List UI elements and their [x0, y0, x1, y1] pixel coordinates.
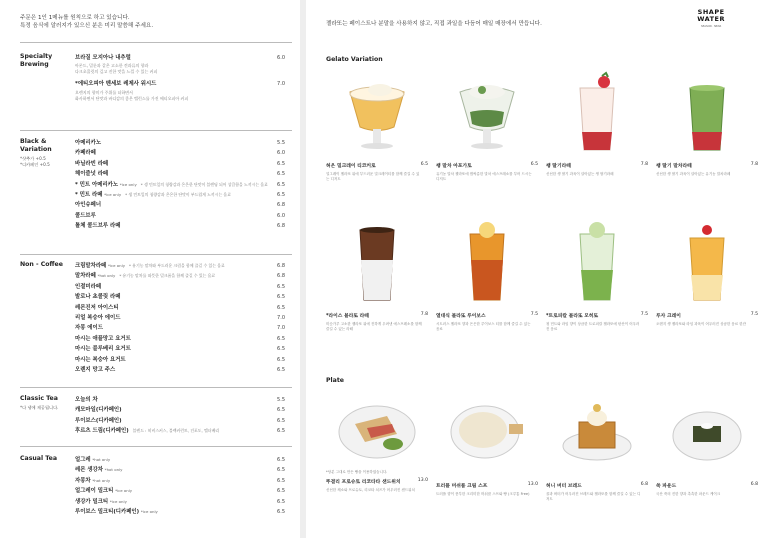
- item-name: 쌩 말차 아포가토: [436, 164, 472, 169]
- item-description: * 생 민트잎의 청량감과 은은한 단맛이 블렌딩 되어 상큼함을 느끼시는 음료: [140, 181, 268, 187]
- drink-glass-illustration: [572, 220, 622, 302]
- menu-item: [75, 53, 285, 63]
- item-description: 오렌지의 향미가 주위를 더하면서 화사하면서 단맛과 바디감의 좋은 밸런스를 가진 에티오피아 커피: [75, 89, 189, 101]
- item-description: 블렌드 : 히비스커스, 블랙커런트, 건포도, 엘더베리: [132, 428, 220, 434]
- item-description: 청 민트와 라임 향이 상큼한 트로피칼 젤라또에 탄산이 어우러진 음료: [546, 322, 640, 331]
- menu-items: [75, 261, 285, 375]
- item-name: 루자 크레이: [656, 314, 681, 319]
- item-name: 발로나 초콜릿 라떼: [75, 294, 121, 301]
- item-caption: [546, 482, 648, 502]
- item-name: 허은 밀크레이 티코커로: [326, 164, 376, 169]
- item-description: * 유기농 말차를 따뜻한 밀크폼을 함께 즐길 수 있는 음료: [119, 273, 216, 279]
- item-name: 자몽 에이드: [75, 325, 103, 332]
- item-name: 헤이즐넛 라떼: [75, 171, 109, 178]
- section-title-line: Brewing: [20, 61, 49, 68]
- item-name: 아인슈페너: [75, 202, 102, 209]
- mugwort-pound-cake-illustration: [667, 394, 747, 464]
- item-price: 6.5: [277, 488, 285, 495]
- item-price: 7.0: [277, 314, 285, 321]
- item-note: *ice only: [107, 263, 125, 268]
- item-price: 13.0: [417, 478, 428, 483]
- item-description: 아몬드, 밀룬과 같은 고소한 견과류의 향과 다크초콜릿의 깊고 진한 맛을 느낄 수 있는 커피: [75, 63, 158, 75]
- item-note: *hot only: [92, 477, 111, 483]
- item-price: 6.5: [277, 417, 285, 424]
- item-note: *ice only: [109, 498, 127, 504]
- item-name: 리얼 복숭아 에이드: [75, 314, 121, 321]
- item-name: 말차라떼: [75, 273, 96, 280]
- menu-item: [75, 292, 285, 302]
- item-caption: [656, 482, 758, 497]
- menu-item: [75, 486, 285, 496]
- section-title: Casual Tea: [20, 455, 58, 462]
- menu-item: [75, 261, 285, 271]
- item-price: 6.5: [277, 457, 285, 463]
- item-name: 자몽차: [75, 477, 91, 484]
- menu-item: [75, 148, 285, 158]
- item-name: *라이스 블라또 라떼: [326, 314, 369, 319]
- item-name: 브라질 모지아나 내추럴: [75, 55, 131, 61]
- menu-item: [75, 303, 285, 313]
- item-name: 바닐라빈 라떼: [75, 160, 109, 167]
- item-price: 6.5: [277, 294, 285, 301]
- soup-bowl-illustration: [447, 394, 527, 464]
- item-description: 시트러스 젤라또 향과 은은한 루이보스 티를 함께 즐길 수 있는 음료: [436, 322, 531, 331]
- note-line: *샷추가 +0.5: [20, 156, 46, 161]
- item-note: *ice only: [104, 191, 122, 197]
- item-name: 마시는 블루베리 요거트: [75, 346, 131, 353]
- section-title-plate: Plate: [326, 377, 344, 384]
- logo-line: SHAPE: [697, 8, 725, 16]
- menu-item: [75, 221, 285, 231]
- item-price: 6.5: [277, 508, 285, 515]
- item-price: 6.5: [277, 477, 285, 484]
- item-price: 6.5: [277, 304, 285, 311]
- item-name: 캐모마일(디카페인): [75, 407, 122, 414]
- item-price: 6.5: [420, 162, 428, 167]
- drink-glass-illustration: [682, 70, 732, 152]
- item-caption: [546, 312, 648, 332]
- item-price: 6.5: [277, 498, 285, 505]
- item-note: *hot only: [104, 467, 123, 473]
- item-price: 5.5: [277, 397, 285, 403]
- divider: [20, 42, 292, 43]
- menu-item: [75, 323, 285, 333]
- item-price: 6.5: [277, 335, 285, 342]
- item-name: 생강가 밀크티: [75, 498, 109, 505]
- item-name: 얼그레: [75, 457, 91, 463]
- item-price: 7.8: [420, 312, 428, 317]
- section-title: [20, 53, 72, 69]
- item-name: 레몬 생강차: [75, 467, 103, 474]
- gelato-image: [326, 70, 428, 152]
- drink-glass-illustration: [572, 70, 622, 152]
- item-caption: [326, 312, 428, 332]
- item-price: 6.5: [277, 407, 285, 414]
- item-name: 쌩 딸기라떼: [546, 164, 571, 169]
- item-caption: [326, 162, 428, 182]
- item-description: 트러플 향이 풍부한 크리미한 머쉬룸 스프와 빵 (크루통 Free): [436, 492, 530, 496]
- item-caption: [656, 162, 758, 177]
- menu-item: [75, 465, 285, 475]
- menu-item: [75, 79, 285, 89]
- item-price: 7.8: [640, 162, 648, 167]
- item-caption: [656, 312, 758, 327]
- item-name: 쌩 딸기 말차라떼: [656, 164, 692, 169]
- item-name: 레몬진저 아이스티: [75, 304, 119, 311]
- menu-item: [75, 334, 285, 344]
- item-price: 6.5: [277, 428, 285, 435]
- menu-item: [75, 476, 285, 486]
- drink-glass-illustration: [352, 220, 402, 302]
- item-name: *에티오피아 벤세보 레제사 워시드: [75, 81, 157, 88]
- menu-item: [75, 271, 285, 281]
- note-line: *디카페인 +0.5: [20, 162, 50, 167]
- item-name: 마시는 복숭아 요거트: [75, 356, 126, 363]
- item-name: 뚜결리 프로슈토 리코타타 샌드위치: [326, 480, 401, 485]
- notice-line-1: 주문은 1인 1메뉴를 원칙으로 하고 있습니다.: [20, 15, 130, 21]
- section-title-line: Black &: [20, 138, 47, 145]
- item-name: 트러플 머쉬룸 크림 스프: [436, 484, 488, 489]
- honey-bread-illustration: [557, 394, 637, 464]
- item-price: 6.8: [640, 482, 648, 487]
- item-price: 6.5: [277, 160, 285, 167]
- menu-item: [75, 180, 285, 190]
- section-title-line: Classic Tea: [20, 395, 58, 402]
- logo-tagline: SEASON · NEAR: [700, 25, 722, 28]
- item-price: 5.5: [277, 140, 285, 146]
- plate-illustration: [337, 394, 417, 464]
- menu-item: [75, 313, 285, 323]
- item-name: 후르츠 드림(디카페인): [75, 428, 129, 435]
- dessert-glass-illustration: [342, 72, 412, 152]
- item-name: *트로피칼 블라또 모히또: [546, 314, 599, 319]
- item-price: 6.8: [277, 263, 285, 269]
- item-name: 카페라떼: [75, 150, 96, 157]
- menu-item: [75, 190, 285, 200]
- item-description: 신선한 생 딸기 과육이 살아있는 유기농 말차라떼: [656, 172, 731, 176]
- item-name: 크림말차라떼: [75, 263, 107, 269]
- brand-logo: [697, 9, 725, 30]
- drink-glass-illustration: [462, 220, 512, 302]
- menu-items: [75, 138, 285, 232]
- menu-item: [75, 416, 285, 426]
- gelato-image: [436, 70, 538, 152]
- menu-item: [75, 395, 285, 405]
- item-description: 꿀과 버터가 어우러진 브레드와 젤라또를 함께 즐길 수 있는 디저트: [546, 492, 641, 501]
- drink-glass-illustration: [682, 220, 732, 302]
- item-description: 유기농 말차 젤라또에 쌉싸름한 말차 에스프레소를 부어 드시는 디저트: [436, 172, 532, 181]
- menu-item: [75, 344, 285, 354]
- item-price: 7.5: [750, 312, 758, 317]
- divider: [20, 254, 292, 255]
- menu-item: [75, 365, 285, 375]
- notice-line-2: 특정 음식에 알러지가 있으신 분은 미리 말씀해 주세요.: [20, 23, 154, 29]
- plate-image: [326, 392, 428, 464]
- item-caption: [546, 162, 648, 177]
- item-description: * 유기농 말차와 부드러운 크림을 함께 즐길 수 있는 음료: [129, 263, 225, 268]
- section-note: [20, 156, 72, 168]
- section-title: Non - Coffee: [20, 261, 63, 268]
- drink-image: [546, 220, 648, 302]
- menu-items: [75, 455, 285, 517]
- logo-line: WATER: [697, 15, 725, 23]
- menu-items: [75, 395, 285, 437]
- drink-image: [326, 220, 428, 302]
- item-description: 신선한 채소와 프로슈토, 리코타 치즈가 어우러진 샌드위치: [326, 488, 415, 492]
- item-note: *hot only: [97, 273, 116, 279]
- menu-item: [75, 355, 285, 365]
- item-price: 6.5: [277, 283, 285, 290]
- item-note: *ice only: [115, 488, 133, 494]
- item-price: 7.5: [530, 312, 538, 317]
- item-price: 6.5: [277, 356, 285, 363]
- item-description: 국산 쑥의 진한 향과 촉촉한 파운드 케이크: [656, 492, 721, 496]
- menu-item: [75, 159, 285, 169]
- item-name: 오렌지 망고 주스: [75, 366, 116, 373]
- item-name: 마시는 애플망고 요거트: [75, 335, 131, 342]
- item-price: 6.0: [277, 150, 285, 157]
- item-name: 오늘의 차: [75, 397, 98, 403]
- section-title: [20, 138, 72, 168]
- divider: [20, 130, 292, 131]
- item-description: 신선한 생 딸기 과육이 살아있는 생 딸기라떼: [546, 172, 614, 176]
- item-note: *hot only: [92, 457, 111, 462]
- item-name: 아메리카노: [75, 140, 102, 146]
- item-description: * 생 민트잎의 청량감과 은은한 단맛이 부드럽게 느끼시는 음료: [125, 191, 231, 197]
- item-price: 7.5: [640, 312, 648, 317]
- menu-item: [75, 507, 285, 517]
- item-note: *ice only: [119, 181, 137, 187]
- menu-item: [75, 138, 285, 148]
- item-price: 6.5: [277, 191, 285, 198]
- item-name: 루이보스(디카페인): [75, 417, 122, 424]
- item-price: 6.5: [277, 467, 285, 474]
- menu-item: [75, 200, 285, 210]
- item-price: 6.5: [277, 366, 285, 373]
- item-description: 얼그레이 젤라또 위에 부드러운 밀크레이티를 함께 즐길 수 있는 디저트: [326, 172, 420, 181]
- item-price: 7.0: [277, 325, 285, 332]
- item-caption: [326, 470, 428, 493]
- item-name: 톨체 콜드브루 라떼: [75, 223, 121, 230]
- item-name: * 민트 아메리카노: [75, 181, 119, 188]
- item-price: 6.8: [277, 223, 285, 230]
- plate-image: [546, 392, 648, 464]
- drink-image: [546, 70, 648, 152]
- menu-item: [75, 426, 285, 436]
- item-price: 7.0: [277, 81, 285, 88]
- item-price: 6.5: [530, 162, 538, 167]
- section-title-line: Variation: [20, 146, 52, 153]
- item-price: 6.0: [277, 55, 285, 61]
- item-price: 6.8: [277, 202, 285, 209]
- item-caption: [436, 162, 538, 182]
- drink-image: [656, 220, 758, 302]
- menu-item: [75, 211, 285, 221]
- item-name: 인절미라떼: [75, 283, 102, 290]
- section-title-line: Specialty: [20, 53, 53, 60]
- item-price: 6.8: [277, 273, 285, 280]
- item-caption: [436, 482, 538, 497]
- section-title: [20, 395, 72, 411]
- item-description: 미숫가루 고소한 젤라또 위에 진하게 우려낸 에스프레소를 함께 즐길 수 있는 라떼: [326, 322, 422, 331]
- item-price: 6.5: [277, 346, 285, 353]
- plate-image: [656, 392, 758, 464]
- menu-items: [75, 53, 285, 105]
- item-name: 허니 버터 브레드: [546, 484, 582, 489]
- item-name: 얼그레이 밀크티: [75, 488, 114, 495]
- item-price: 13.0: [527, 482, 538, 487]
- drink-image: [656, 70, 758, 152]
- plate-note: *당분 그대로 만든 빵을 이용하였습니다.: [326, 470, 388, 474]
- item-name: * 민트 라떼: [75, 191, 103, 198]
- menu-item: [75, 405, 285, 415]
- item-name: 콜드브루: [75, 212, 96, 219]
- divider: [20, 446, 292, 447]
- item-name: 루이보스 밀크티(디카페인): [75, 508, 140, 515]
- menu-item: [75, 455, 285, 465]
- gelato-intro: 젤라또는 페이스트나 분말을 사용하지 않고, 직접 과일을 다듬어 매일 매장에서 만듭니다.: [326, 21, 542, 27]
- item-description: 오렌지 생 젤라또와 라임 과육이 어우러진 상큼한 음료 한잔: [656, 322, 747, 326]
- item-price: 6.8: [750, 482, 758, 487]
- item-note: *ice only: [140, 508, 158, 514]
- item-price: 6.5: [277, 171, 285, 178]
- menu-item: [75, 282, 285, 292]
- section-title-gelato: Gelato Variation: [326, 56, 383, 63]
- menu-item: [75, 497, 285, 507]
- order-notice: [20, 14, 290, 30]
- item-caption: [436, 312, 538, 332]
- item-name: 열대식 블라또 루이보스: [436, 314, 486, 319]
- item-price: 6.0: [277, 212, 285, 219]
- menu-item: [75, 169, 285, 179]
- dessert-glass-illustration: [452, 72, 522, 152]
- section-note: *다 냉에 제공됩니다.: [20, 405, 59, 410]
- item-price: 6.5: [277, 181, 285, 188]
- divider: [20, 387, 292, 388]
- drink-image: [436, 220, 538, 302]
- item-price: 7.8: [750, 162, 758, 167]
- item-name: 쑥 파운드: [656, 484, 677, 489]
- plate-image: [436, 392, 538, 464]
